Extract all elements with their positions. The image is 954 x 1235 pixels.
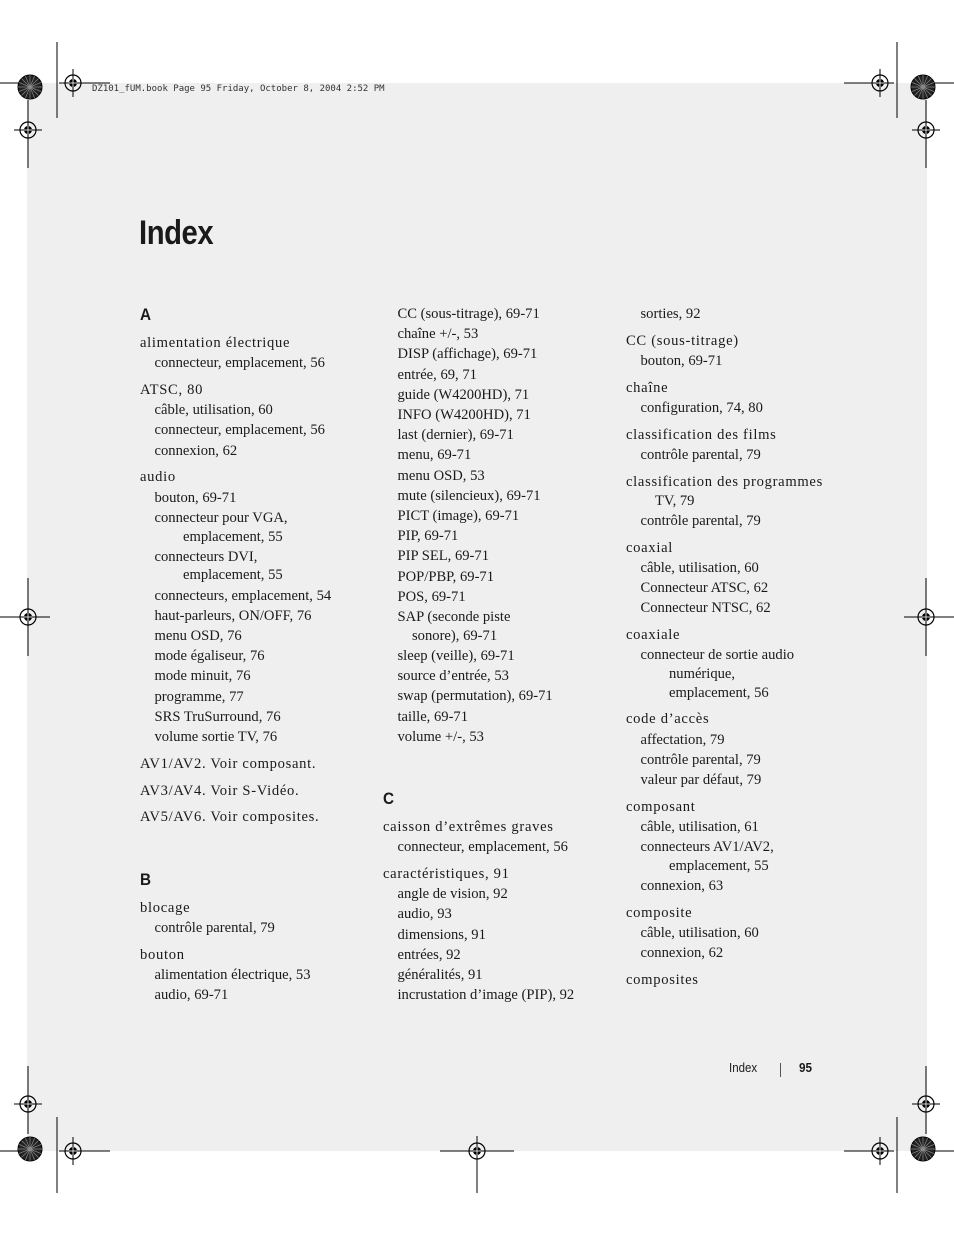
index-subentry: sonore), 69-71 (412, 627, 498, 644)
index-entry: caisson d’extrêmes graves (383, 818, 554, 835)
index-subentry: contrôle parental, 79 (154, 919, 275, 936)
index-subentry: entrées, 92 (397, 946, 461, 963)
footer-page-number: 95 (799, 1060, 813, 1075)
index-subentry: chaîne +/-, 53 (397, 326, 479, 343)
index-subentry: taille, 69-71 (397, 708, 469, 725)
index-subentry: emplacement, 55 (669, 857, 769, 874)
index-entry: AV3/AV4. Voir S-Vidéo. (140, 782, 300, 799)
index-subentry: DISP (affichage), 69-71 (397, 346, 538, 363)
index-entry: ATSC, 80 (140, 382, 204, 398)
index-entry: coaxial (626, 539, 674, 556)
index-subentry: angle de vision, 92 (397, 886, 508, 903)
index-entry: audio (140, 469, 176, 486)
index-subentry: emplacement, 55 (183, 567, 283, 584)
index-subentry: affectation, 79 (640, 731, 725, 748)
index-subentry: connecteur, emplacement, 56 (397, 839, 568, 856)
index-subentry: emplacement, 55 (183, 528, 283, 545)
index-subentry: contrôle parental, 79 (640, 447, 761, 463)
index-subentry: connecteur, emplacement, 56 (154, 422, 325, 439)
index-subentry: entrée, 69, 71 (397, 366, 477, 383)
index-subentry: câble, utilisation, 61 (640, 818, 759, 835)
index-subentry: connexion, 62 (154, 442, 238, 459)
index-subentry: connexion, 63 (640, 878, 724, 895)
index-subentry: alimentation électrique, 53 (154, 966, 311, 983)
index-subentry: configuration, 74, 80 (640, 400, 763, 416)
index-subentry: numérique, (669, 665, 736, 682)
index-subentry: connecteur de sortie audio (640, 647, 795, 664)
index-subentry: menu OSD, 76 (154, 628, 242, 645)
index-entry: classification des programmes (626, 473, 823, 490)
print-header-line: DZ101_fUM.book Page 95 Friday, October 8, 2004 2:52 PM (92, 84, 385, 94)
index-subentry: swap (permutation), 69-71 (397, 688, 553, 705)
index-column-1 (140, 305, 380, 1005)
index-entry: blocage (140, 899, 191, 916)
index-subentry: connecteurs AV1/AV2, (640, 839, 774, 856)
index-subentry: bouton, 69-71 (154, 489, 237, 506)
index-subentry: SRS TruSurround, 76 (154, 708, 281, 725)
index-subentry: audio, 69-71 (154, 987, 229, 1004)
index-subentry: connecteur pour VGA, (154, 509, 288, 526)
index-entry: AV1/AV2. Voir composant. (140, 755, 317, 772)
index-subentry: câble, utilisation, 60 (154, 402, 273, 419)
index-entry: composite (626, 904, 693, 921)
index-entry: AV5/AV6. Voir composites. (140, 809, 320, 826)
index-letter-heading: B (140, 869, 152, 889)
index-subentry: SAP (seconde piste (397, 609, 511, 626)
index-column-3 (626, 304, 866, 990)
index-entry: composant (626, 798, 696, 815)
index-subentry: CC (sous-titrage), 69-71 (397, 306, 540, 322)
index-subentry: TV, 79 (655, 492, 695, 509)
index-subentry: menu, 69-71 (397, 447, 472, 464)
index-subentry: source d’entrée, 53 (397, 668, 509, 685)
index-subentry: guide (W4200HD), 71 (397, 386, 530, 403)
index-subentry: audio, 93 (397, 906, 452, 923)
index-subentry: PICT (image), 69-71 (397, 508, 520, 525)
index-subentry: connecteurs, emplacement, 54 (154, 587, 332, 604)
index-entry: bouton (140, 946, 185, 963)
index-letter-heading: C (383, 788, 395, 808)
index-entry: coaxiale (626, 626, 681, 643)
index-subentry: dimensions, 91 (397, 926, 486, 943)
index-subentry: volume sortie TV, 76 (154, 729, 278, 746)
index-subentry: POS, 69-71 (397, 588, 466, 605)
footer-separator (780, 1063, 781, 1077)
index-entry: composites (626, 972, 699, 989)
index-entry: alimentation électrique (140, 335, 291, 351)
page-title: Index (139, 214, 214, 252)
footer-section-name: Index (729, 1061, 758, 1075)
index-subentry: bouton, 69-71 (640, 353, 723, 369)
index-subentry: emplacement, 56 (669, 684, 769, 701)
index-subentry: Connecteur NTSC, 62 (640, 600, 771, 617)
index-subentry: câble, utilisation, 60 (640, 925, 759, 942)
index-subentry: sleep (veille), 69-71 (397, 647, 515, 664)
index-entry: chaîne (626, 379, 669, 396)
index-subentry: valeur par défaut, 79 (640, 771, 762, 788)
index-subentry: mode minuit, 76 (154, 668, 251, 685)
index-subentry: sorties, 92 (640, 306, 701, 322)
index-subentry: menu OSD, 53 (397, 467, 485, 484)
index-subentry: haut-parleurs, ON/OFF, 76 (154, 607, 312, 624)
index-subentry: connecteurs DVI, (154, 548, 258, 565)
index-subentry: mode égaliseur, 76 (154, 648, 265, 665)
index-subentry: mute (silencieux), 69-71 (397, 487, 541, 504)
index-subentry: contrôle parental, 79 (640, 512, 761, 529)
index-subentry: PIP SEL, 69-71 (397, 548, 489, 565)
index-subentry: POP/PBP, 69-71 (397, 568, 495, 585)
index-entry: CC (sous-titrage) (626, 332, 739, 349)
index-entry: caractéristiques, 91 (383, 865, 510, 882)
index-subentry: incrustation d’image (PIP), 92 (397, 987, 575, 1004)
index-subentry: connexion, 62 (640, 945, 724, 962)
index-subentry: last (dernier), 69-71 (397, 427, 514, 444)
index-entry: code d’accès (626, 711, 710, 728)
index-subentry: généralités, 91 (397, 966, 483, 983)
index-subentry: programme, 77 (154, 688, 244, 705)
index-column-2 (383, 304, 623, 1005)
index-entry: classification des films (626, 426, 777, 443)
index-subentry: contrôle parental, 79 (640, 751, 761, 768)
index-subentry: Connecteur ATSC, 62 (640, 579, 769, 596)
index-subentry: PIP, 69-71 (397, 528, 459, 545)
index-subentry: volume +/-, 53 (397, 728, 484, 745)
index-subentry: câble, utilisation, 60 (640, 559, 759, 576)
index-letter-heading: A (140, 305, 152, 324)
index-subentry: connecteur, emplacement, 56 (154, 355, 325, 372)
index-subentry: INFO (W4200HD), 71 (397, 407, 531, 424)
